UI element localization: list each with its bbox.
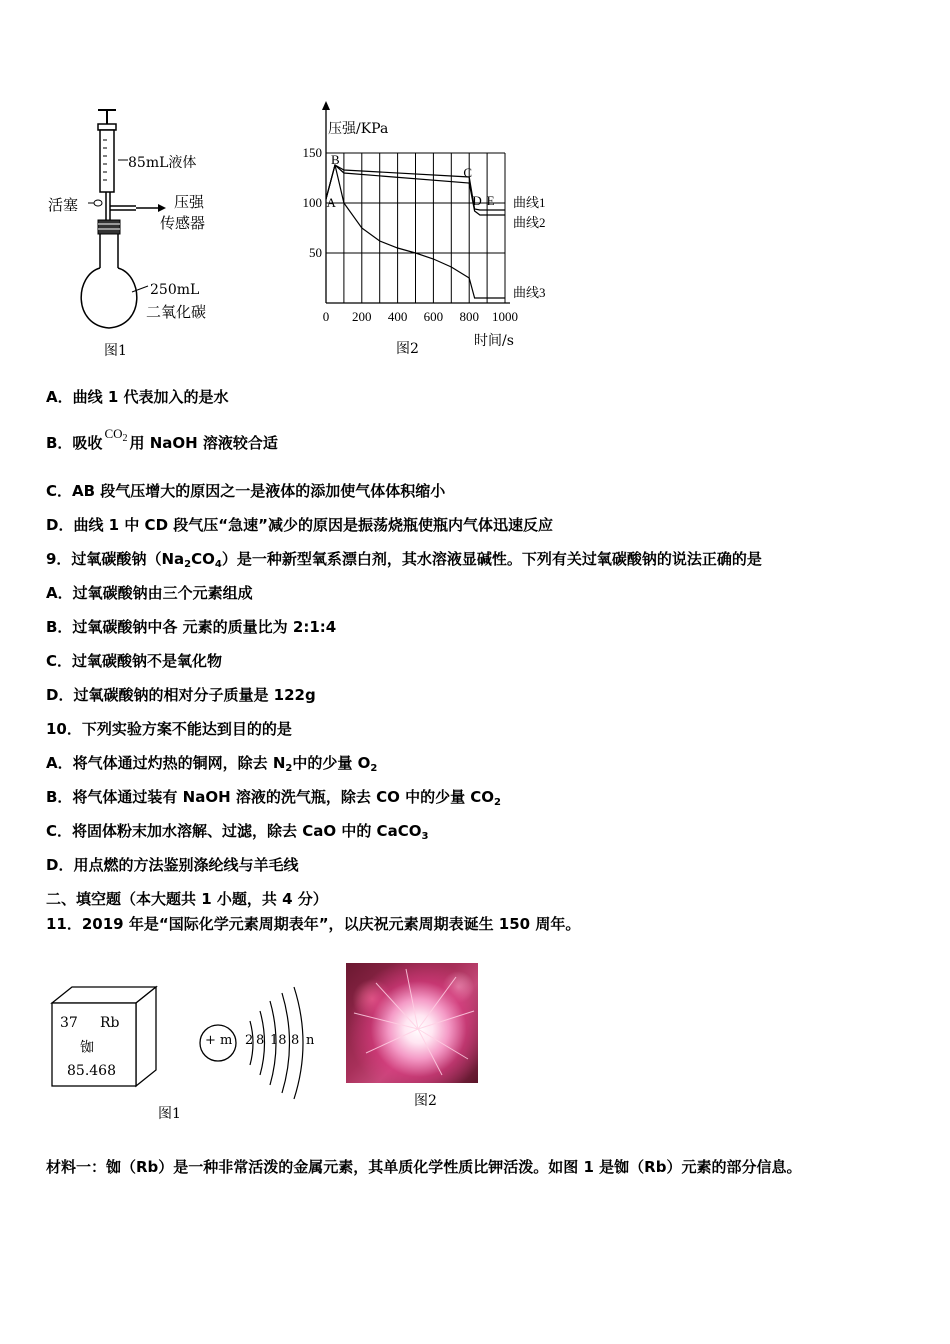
flask-content-label: 二氧化碳 <box>146 303 207 321</box>
point-label-b: B <box>330 152 340 167</box>
q9-option-c: C．过氧碳酸钠不是氧化物 <box>46 652 223 670</box>
element-symbol: Rb <box>100 1015 120 1031</box>
shell-3: 18 <box>270 1033 287 1048</box>
apparatus-figure <box>40 100 240 360</box>
flame-photo <box>346 963 478 1083</box>
q9-stem-pre: 9．过氧碳酸钠（Na <box>46 550 185 568</box>
q9-stem-sub1: 2 <box>184 559 192 570</box>
q10-b-sub: 2 <box>494 797 502 808</box>
element-name: 铷 <box>80 1040 94 1056</box>
series-label-1: 曲线1 <box>513 195 546 210</box>
q10-stem: 10．下列实验方案不能达到目的的是 <box>46 720 292 738</box>
shell-5: n <box>306 1033 315 1048</box>
co2-formula-text: CO <box>104 426 123 441</box>
sensor-label-2: 传感器 <box>160 214 206 232</box>
shell-1: 2 <box>245 1033 254 1048</box>
figure-caption-2: 图2 <box>396 341 419 357</box>
x-tick-label: 800 <box>459 309 479 324</box>
q9-stem <box>46 548 762 570</box>
y-tick-label: 50 <box>309 245 322 260</box>
sensor-label-1: 压强 <box>174 193 205 211</box>
q10-a-pre: A．将气体通过灼热的铜网，除去 N <box>46 754 286 772</box>
q9-option-d: D．过氧碳酸钠的相对分子质量是 122g <box>46 686 316 704</box>
chart-text <box>303 145 546 324</box>
q10-option-c <box>46 820 428 842</box>
flask-volume-label: 250mL <box>150 282 200 298</box>
q10-c-pre: C．将固体粉末加水溶解、过滤，除去 CaO 中的 CaCO <box>46 822 422 840</box>
co2-formula-sub: 2 <box>122 433 128 444</box>
section-heading: 二、填空题（本大题共 1 小题，共 4 分） <box>46 890 328 908</box>
atomic-number: 37 <box>60 1015 78 1031</box>
y-axis-arrow <box>322 101 330 110</box>
series-label-2: 曲线2 <box>513 215 546 230</box>
q10-option-a <box>46 752 377 774</box>
q10-a-mid: 中的少量 O <box>292 754 371 772</box>
figure-caption-4: 图2 <box>414 1093 437 1109</box>
nucleus-charge: + m <box>205 1033 233 1048</box>
point-label-e: E <box>486 193 495 208</box>
q9-stem-sub2: 4 <box>214 559 222 570</box>
element-figure <box>50 985 330 1125</box>
pressure-chart <box>290 98 570 360</box>
x-tick-label: 1000 <box>492 309 518 324</box>
x-tick-label: 0 <box>322 309 330 324</box>
q9-option-a: A．过氧碳酸钠由三个元素组成 <box>46 584 253 602</box>
point-label-a: A <box>326 195 336 210</box>
liquid-volume-label: 85mL液体 <box>128 155 197 171</box>
x-axis-title: 时间/s <box>474 333 514 349</box>
point-label-c: C <box>463 165 473 180</box>
q10-option-d: D．用点燃的方法鉴别涤纶线与羊毛线 <box>46 856 299 874</box>
apparatus-drawing <box>40 100 240 360</box>
q10-a-sub2: 2 <box>370 763 378 774</box>
series-label-3: 曲线3 <box>513 285 546 300</box>
q10-a-sub1: 2 <box>285 763 293 774</box>
co2-formula <box>104 426 128 444</box>
q8-option-b <box>46 426 278 454</box>
x-tick-label: 600 <box>423 309 444 324</box>
x-tick-label: 200 <box>352 309 372 324</box>
q10-c-sub: 3 <box>421 831 429 842</box>
q10-option-b <box>46 786 501 808</box>
shell-2: 8 <box>256 1033 265 1048</box>
y-tick-label: 100 <box>302 195 322 210</box>
q9-option-b: B．过氧碳酸钠中各 元素的质量比为 2:1:4 <box>46 618 337 636</box>
sparks-drawing <box>346 963 478 1083</box>
q11-stem: 11．2019 年是“国际化学元素周期表年”，以庆祝元素周期表诞生 150 周年。 <box>46 915 581 933</box>
atomic-mass: 85.468 <box>67 1063 116 1079</box>
q8-option-b-post: 用 NaOH 溶液较合适 <box>129 434 278 452</box>
shell-4: 8 <box>291 1033 300 1048</box>
y-axis-title: 压强/KPa <box>328 121 389 137</box>
q8-option-b-pre: B．吸收 <box>46 434 103 452</box>
q9-stem-post: ）是一种新型氧系漂白剂，其水溶液显碱性。下列有关过氧碳酸钠的说法正确的是 <box>221 550 762 568</box>
q10-b-pre: B．将气体通过装有 NaOH 溶液的洗气瓶，除去 CO 中的少量 CO <box>46 788 495 806</box>
chart-grid <box>326 153 505 303</box>
q8-option-a: A．曲线 1 代表加入的是水 <box>46 388 229 406</box>
x-tick-label: 400 <box>387 309 408 324</box>
q8-option-d: D．曲线 1 中 CD 段气压“急速”减少的原因是振荡烧瓶使瓶内气体迅速反应 <box>46 516 553 534</box>
q9-stem-mid: CO <box>191 550 215 568</box>
figure-caption-3: 图1 <box>158 1106 181 1122</box>
point-label-d: D <box>472 193 482 208</box>
material-paragraph: 材料一：铷（Rb）是一种非常活泼的金属元素，其单质化学性质比钾活泼。如图 1 是铷（Rb）元素的部分信息。 <box>46 1158 802 1176</box>
figure-caption-1: 图1 <box>104 343 127 359</box>
q8-option-c: C．AB 段气压增大的原因之一是液体的添加使气体体积缩小 <box>46 482 446 500</box>
y-tick-label: 150 <box>302 145 322 160</box>
valve-label: 活塞 <box>48 196 79 214</box>
